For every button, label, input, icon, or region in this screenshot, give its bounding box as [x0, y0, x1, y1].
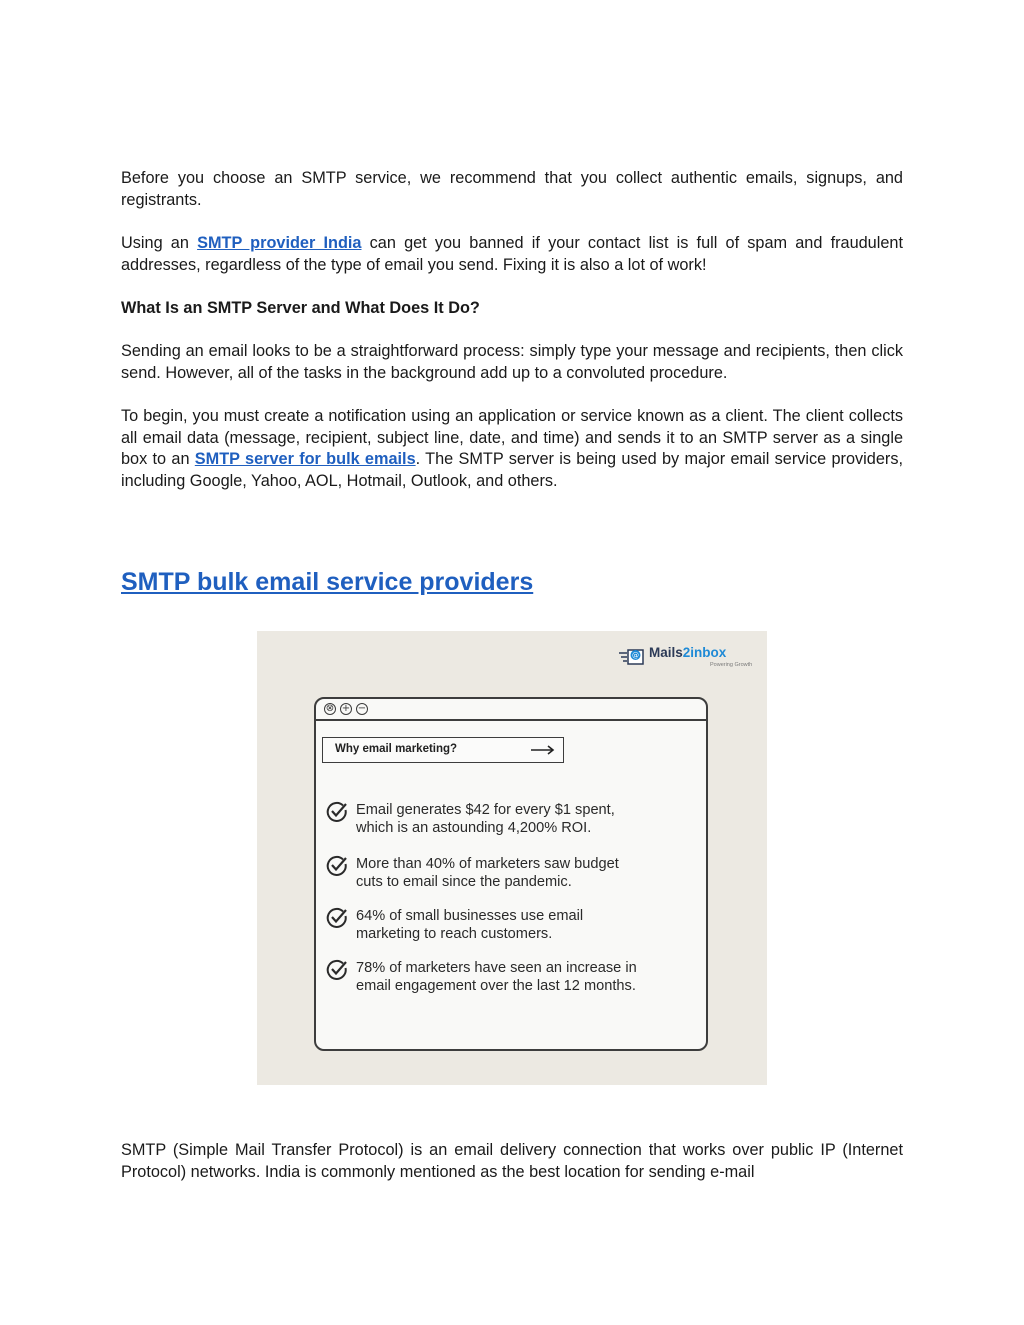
- client-paragraph-start: To begin, you must create a notification using an application or service known as a client. The client collects all email data (message, recipient, subject line, date, and time) and sends it to an SMTP server as a single box to an: [121, 407, 903, 468]
- smtp-provider-india-link[interactable]: SMTP provider India: [197, 234, 362, 252]
- brand-tagline: Powering Growth: [710, 662, 753, 668]
- brand-logo: [603, 639, 763, 675]
- fact-line: cuts to email since the pandemic.: [356, 874, 572, 890]
- smtp-server-bulk-emails-link[interactable]: SMTP server for bulk emails: [194, 450, 416, 468]
- smtp-definition-paragraph: SMTP (Simple Mail Transfer Protocol) is an email delivery connection that works over public IP (Internet Protocol) networks. India is commonly mentioned as the best location for sending e-mail: [121, 1141, 903, 1181]
- fact-line: email engagement over the last 12 months.: [356, 978, 636, 994]
- check-circle-icon: [326, 801, 348, 823]
- smtp-server-subheading: What Is an SMTP Server and What Does It Do?: [121, 299, 480, 317]
- fact-text: [356, 855, 696, 891]
- fact-item: [326, 959, 696, 999]
- fact-line: which is an astounding 4,200% ROI.: [356, 820, 592, 836]
- brand-name: [649, 645, 726, 660]
- fact-line: More than 40% of marketers saw budget: [356, 856, 619, 872]
- fact-line: 78% of marketers have seen an increase in: [356, 960, 637, 976]
- check-circle-icon: [326, 855, 348, 877]
- search-box-illustration: [322, 737, 564, 763]
- brand-name-accent: 2inbox: [682, 645, 727, 660]
- envelope-logo-icon: [619, 643, 645, 669]
- fact-item: [326, 855, 696, 895]
- client-paragraph: [121, 406, 903, 492]
- close-icon: ⊗: [325, 703, 335, 714]
- fact-item: [326, 907, 696, 947]
- provider-paragraph: [121, 233, 903, 276]
- provider-paragraph-end: can get you banned if your contact list is full of spam and fraudulent addresses, regardless of the type of email you send. Fixing it is also a lot of work!: [121, 234, 903, 274]
- check-circle-icon: [326, 907, 348, 929]
- fact-line: 64% of small businesses use email: [356, 908, 584, 924]
- minus-icon: −: [357, 703, 367, 714]
- fact-text: [356, 959, 696, 995]
- section-heading-link[interactable]: SMTP bulk email service providers: [121, 568, 534, 596]
- fact-item: [326, 801, 696, 841]
- search-box-text: Why email marketing?: [335, 743, 458, 755]
- client-paragraph-end: . The SMTP server is being used by major email service providers, including Google, Yahoo, AOL, Hotmail, Outlook, and others.: [121, 450, 903, 490]
- brand-name-dark: Mails: [649, 645, 683, 660]
- intro-paragraph: Before you choose an SMTP service, we recommend that you collect authentic emails, signups, and registrants.: [121, 169, 903, 209]
- sending-email-paragraph: Sending an email looks to be a straightforward process: simply type your message and recipients, then click send. However, all of the tasks in the background add up to a convoluted procedure.: [121, 342, 903, 382]
- arrow-right-icon: [531, 745, 555, 755]
- fact-line: Email generates $42 for every $1 spent,: [356, 802, 615, 818]
- email-marketing-infographic: [257, 631, 767, 1085]
- fact-line: marketing to reach customers.: [356, 926, 553, 942]
- provider-paragraph-start: Using an: [121, 234, 198, 252]
- browser-window-illustration: [314, 697, 708, 1051]
- browser-title-bar: [316, 699, 706, 721]
- plus-icon: +: [341, 703, 351, 714]
- check-circle-icon: [326, 959, 348, 981]
- fact-text: [356, 801, 696, 837]
- fact-text: [356, 907, 696, 943]
- svg-text:@: @: [632, 651, 639, 660]
